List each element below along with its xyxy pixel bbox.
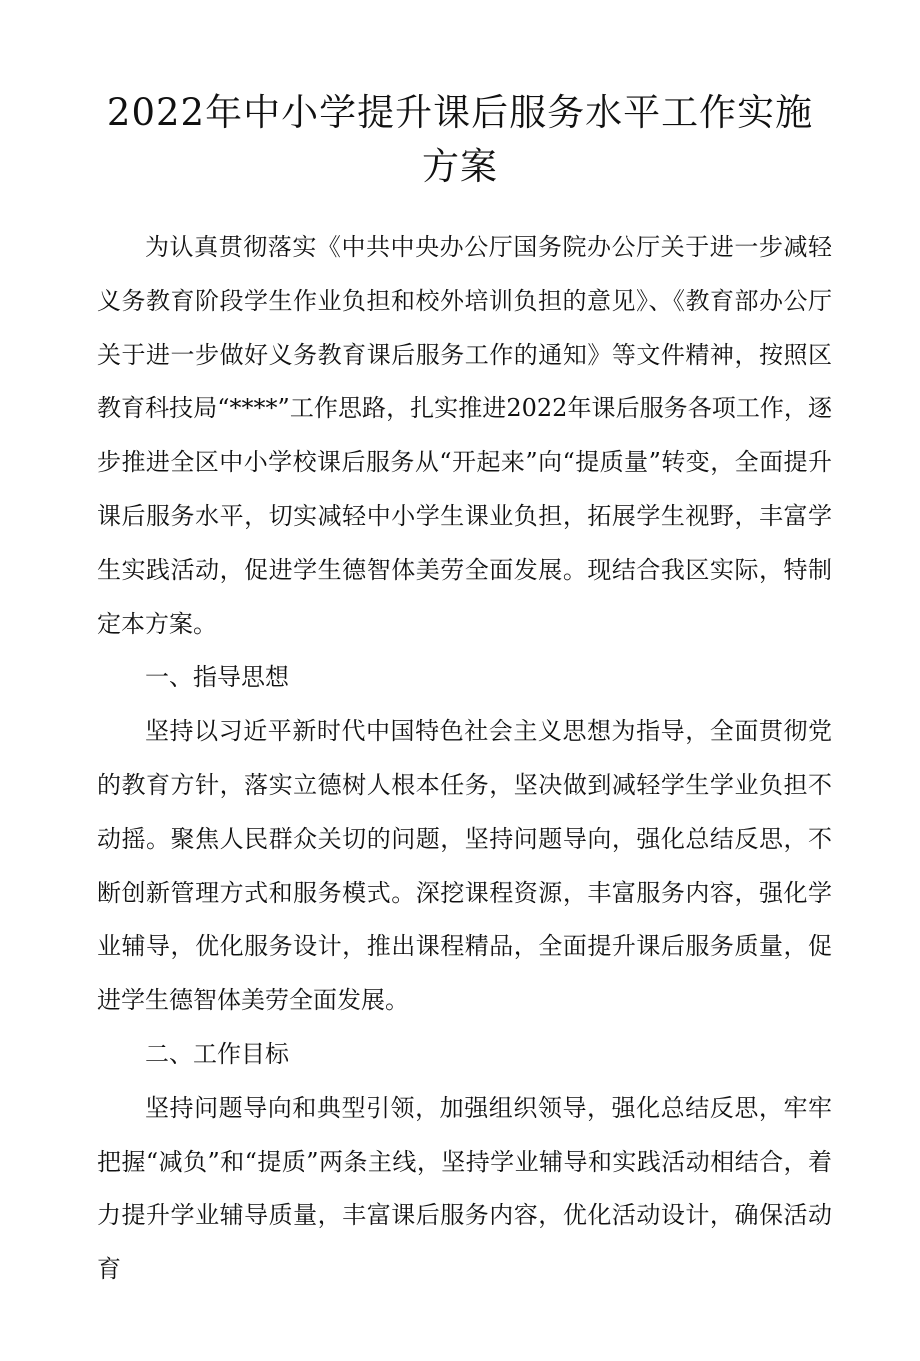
work-goals-paragraph: 坚持问题导向和典型引领，加强组织领导，强化总结反思，牢牢把握“减负”和“提质”两条主线，坚持学业辅导和实践活动相结合，着力提升学业辅导质量，丰富课后服务内容，优化活动设计，确保活动育	[97, 1093, 832, 1284]
guiding-ideology-paragraph: 坚持以习近平新时代中国特色社会主义思想为指导，全面贯彻党的教育方针，落实立德树人根本任务，坚决做到减轻学生学业负担不动摇。聚焦人民群众关切的问题，坚持问题导向，强化总结反思，不断创新管理方式和服务模式。深挖课程资源，丰富服务内容，强化学业辅导，优化服务设计，推出课程精品，全面提升课后服务质量，促进学生德智体美劳全面发展。	[97, 717, 832, 1015]
document-title	[90, 86, 830, 194]
intro-paragraph: 为认真贯彻落实《中共中央办公厅国务院办公厅关于进一步减轻义务教育阶段学生作业负担和校外培训负担的意见》、《教育部办公厅关于进一步做好义务教育课后服务工作的通知》等文件精神，按照区教育科技局“****”工作思路，扎实推进2022年课后服务各项工作，逐步推进全区中小学校课后服务从“开起来”向“提质量”转变，全面提升课后服务水平，切实减轻中小学生课业负担，拓展学生视野，丰富学生实践活动，促进学生德智体美劳全面发展。现结合我区实际，特制定本方案。	[97, 233, 832, 638]
document-body	[97, 221, 832, 1297]
title-line-1: 2022年中小学提升课后服务水平工作实施	[106, 91, 814, 134]
section-heading-work-goals: 二、工作目标	[145, 1039, 289, 1068]
title-line-2: 方案	[422, 145, 498, 188]
section-heading-guiding-ideology: 一、指导思想	[145, 663, 289, 692]
